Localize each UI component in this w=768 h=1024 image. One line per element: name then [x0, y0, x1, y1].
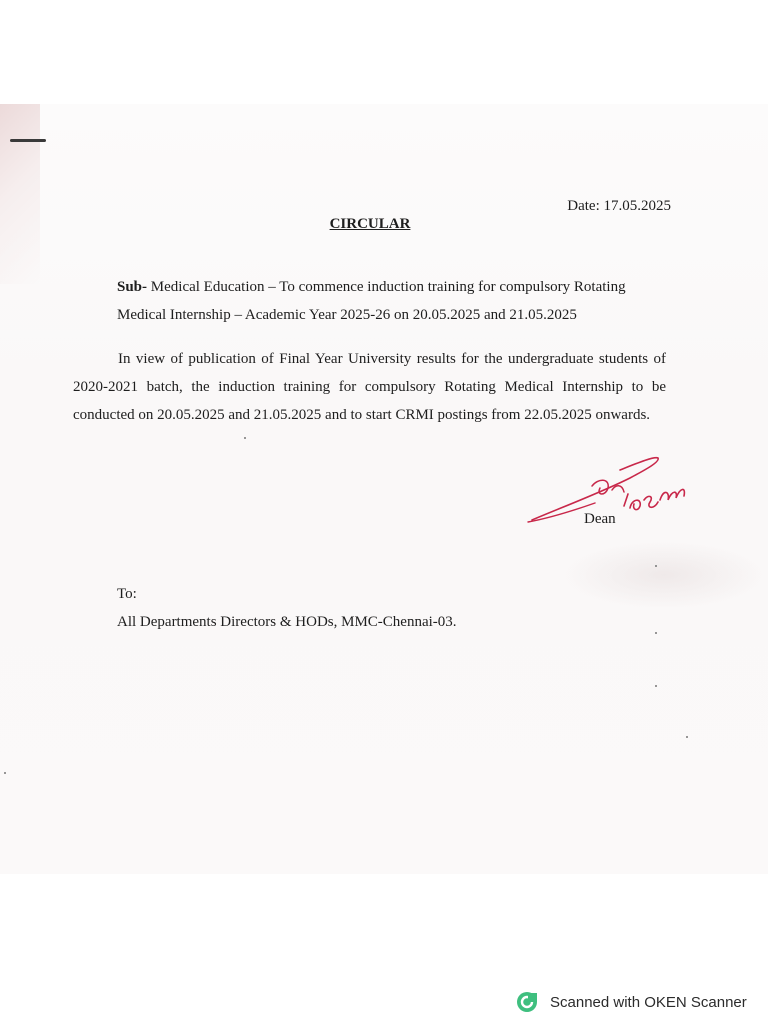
scan-smudge: [560, 540, 768, 610]
to-recipients: All Departments Directors & HODs, MMC-Chennai-03.: [117, 614, 457, 630]
subject-text-1: Medical Education – To commence induction training for compulsory Rotating: [147, 279, 626, 295]
subject-prefix: Sub-: [117, 279, 148, 295]
signatory-title: Dean: [584, 511, 616, 527]
page-edge-shadow: [0, 104, 40, 284]
scan-speck: [244, 437, 246, 439]
circular-title: CIRCULAR: [329, 216, 411, 232]
subject-line-1: [117, 280, 626, 295]
scan-speck: [655, 565, 657, 567]
subject-line-2: Medical Internship – Academic Year 2025-26 on 20.05.2025 and 21.05.2025: [117, 307, 577, 323]
scanner-text: Scanned with OKEN Scanner: [550, 993, 747, 1011]
scan-speck: [655, 632, 657, 634]
oken-scanner-logo-icon: [516, 991, 538, 1013]
body-paragraph: In view of publication of Final Year University results for the undergraduate students of 2020-2021 batch, the induction training for compulsory Rotating Medical Internship to be conducted on 20.05.2025 and 21.05.2025 and to start CRMI postings from 22.05.2025 onwards.: [73, 351, 666, 423]
scanner-watermark: [516, 990, 747, 1014]
scan-speck: [4, 772, 6, 774]
to-label: To:: [117, 586, 137, 602]
scan-speck: [686, 736, 688, 738]
circular-date: Date: 17.05.2025: [567, 198, 671, 214]
scan-speck: [655, 685, 657, 687]
page-edge-mark: [10, 139, 46, 142]
